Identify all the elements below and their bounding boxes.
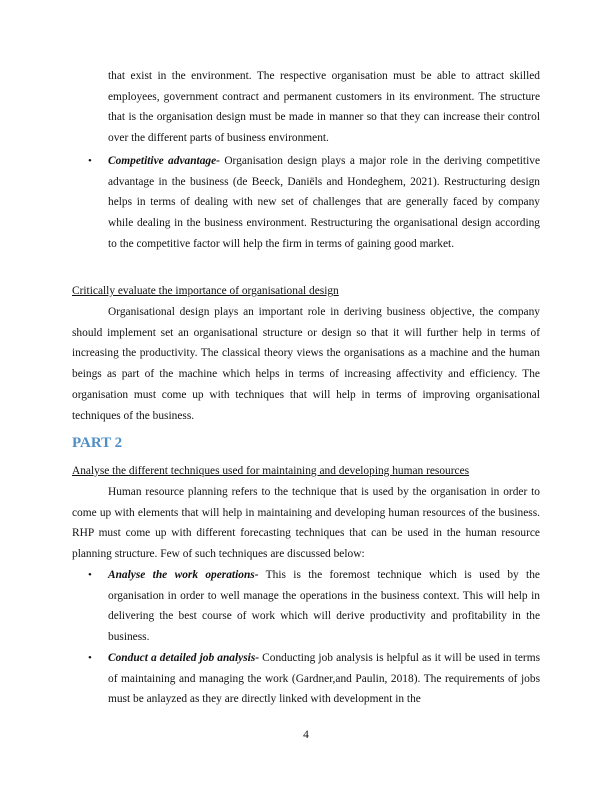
page-number: 4 bbox=[303, 729, 309, 741]
paragraph-hr-planning: Human resource planning refers to the technique that is used by the organisation in order to come up with elements that will help in maintaining and developing human resources of the business. RHP must come up with different forecasting techniques that can be used in the human resource planning structure. Few of such techniques are discussed below: bbox=[72, 486, 540, 561]
bullet-text: This is the foremost technique which is used by the organisation in order to well manage the operations in the business context. This will help in delivering the best course of work which will derive productivity and profitability in the business. bbox=[108, 569, 540, 644]
bullet-lead: Conduct a detailed job analysis- bbox=[108, 652, 260, 664]
part-title: PART 2 bbox=[72, 435, 123, 451]
bullet-paragraph bbox=[108, 648, 540, 710]
continuation-paragraph: that exist in the environment. The respective organisation must be able to attract skilled employees, government contract and permanent customers in its environment. The structure that is the organisation design must be made in manner so that they can increase their control over the different parts of business environment. bbox=[108, 70, 540, 145]
bullet-icon: • bbox=[88, 652, 92, 664]
bullet-lead: Competitive advantage- bbox=[108, 155, 220, 167]
bullet-paragraph bbox=[108, 151, 540, 255]
section-heading-analyse: Analyse the different techniques used for maintaining and developing human resources bbox=[72, 465, 470, 477]
paragraph-evaluate: Organisational design plays an important role in deriving business objective, the company should implement set an organisational structure or design so that it will further help in terms of increasing the productivity. The classical theory views the organisations as a machine and the human beings as part of the machine which helps in terms of increasing affectivity and efficiency. The organisation must come up with techniques that will help in terms of improving organisational techniques of the business. bbox=[72, 306, 540, 422]
bullet-icon: • bbox=[88, 569, 92, 581]
section-heading-evaluate: Critically evaluate the importance of organisational design bbox=[72, 285, 339, 297]
bullet-paragraph bbox=[108, 565, 540, 648]
bullet-text: Conducting job analysis is helpful as it will be used in terms of maintaining and managing the work (Gardner,and Paulin, 2018). The requirements of jobs must be anlayzed as they are directly linked with development in the bbox=[108, 652, 540, 706]
bullet-icon: • bbox=[88, 155, 92, 167]
bullet-lead: Analyse the work operations- bbox=[108, 569, 259, 581]
bullet-work-operations bbox=[88, 565, 540, 648]
bullet-text: Organisation design plays a major role in the deriving competitive advantage in the business (de Beeck, Daniëls and Hondeghem, 2021). Restructuring design helps in terms of dealing with new set of challenges that are generally faced by company while dealing in the business environment. Restructuring the organisational design according to the competitive factor will help the firm in terms of gaining good market. bbox=[108, 155, 540, 250]
bullet-job-analysis bbox=[88, 648, 540, 710]
bullet-competitive-advantage bbox=[88, 151, 540, 255]
